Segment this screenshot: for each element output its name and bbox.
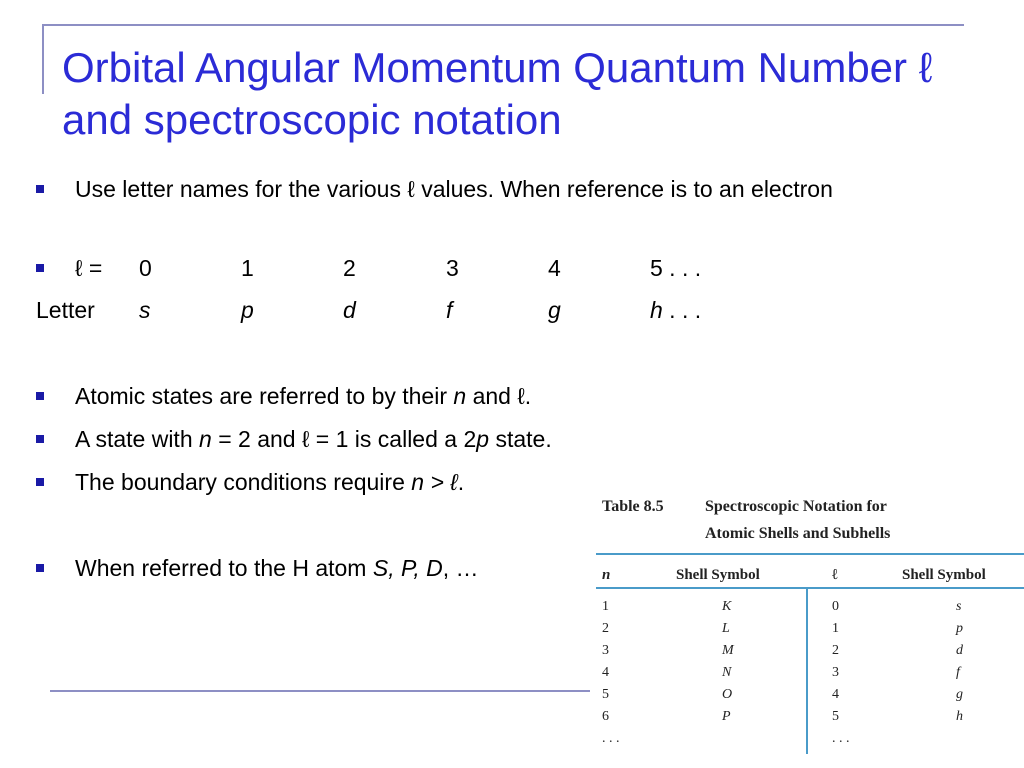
letter-value-italic: h: [650, 297, 663, 323]
table-cell: 1: [602, 599, 609, 614]
table-cell: 4: [602, 665, 609, 680]
text-part: Atomic states are referred to by their: [75, 383, 454, 409]
table-cell: 2: [832, 643, 839, 658]
text-part: state.: [489, 426, 552, 452]
bullet-text: [75, 465, 464, 499]
bullet-marker: [36, 564, 44, 572]
bullet-marker: [36, 185, 44, 193]
table-cell: 5: [602, 687, 609, 702]
inequality: n > ℓ: [411, 469, 458, 495]
letter-value: s: [139, 297, 151, 323]
table-cell: f: [956, 665, 960, 680]
table-cell: 1: [832, 621, 839, 636]
letter-value: p: [241, 297, 254, 323]
column-header-subshell-symbol: Shell Symbol: [902, 567, 986, 583]
bullet-text: [75, 422, 552, 456]
table-cell: 3: [602, 643, 609, 658]
table-caption-line1: Spectroscopic Notation for: [705, 498, 887, 515]
text-part: The boundary conditions require: [75, 469, 412, 495]
table-cell: . . .: [602, 731, 620, 746]
text-part: .: [457, 469, 465, 495]
text-part: , …: [442, 555, 479, 581]
ellipsis: . . .: [662, 297, 702, 323]
bullet-text: Use letter names for the various ℓ values. When reference is to an electron: [75, 176, 833, 202]
l-value: 0: [139, 255, 152, 281]
table-cell: M: [722, 643, 734, 658]
table-cell: 6: [602, 709, 609, 724]
table-cell: L: [722, 621, 730, 636]
table-cell: s: [956, 599, 962, 614]
table-cell: 5: [832, 709, 839, 724]
bottom-rule: [50, 690, 590, 692]
table-caption-line2: Atomic Shells and Subhells: [705, 525, 891, 542]
table-top-rule: [596, 553, 1024, 555]
table-cell: 4: [832, 687, 839, 702]
table-cell: 3: [832, 665, 839, 680]
column-header-shell-symbol: Shell Symbol: [676, 567, 760, 583]
spectroscopic-notation-table: [596, 495, 1024, 768]
l-value: 2: [343, 255, 356, 281]
letter-value: d: [343, 297, 356, 323]
bullet-marker: [36, 478, 44, 486]
left-rule: [42, 24, 44, 94]
table-cell: 0: [832, 599, 839, 614]
table-caption-label: Table 8.5: [602, 498, 664, 515]
table-cell: P: [722, 709, 731, 724]
l-value: 4: [548, 255, 561, 281]
table-cell: d: [956, 643, 963, 658]
top-rule: [42, 24, 964, 26]
bullet-marker: [36, 435, 44, 443]
table-cell: O: [722, 687, 733, 702]
table-cell: p: [956, 621, 963, 636]
l-label: ℓ =: [75, 255, 103, 281]
column-header-l: ℓ: [832, 567, 838, 583]
bullet-marker: [36, 264, 44, 272]
table-cell: K: [722, 599, 732, 614]
table-cell: h: [956, 709, 963, 724]
letter-value: [650, 293, 701, 327]
table-divider: [806, 589, 808, 754]
text-part: When referred to the H atom: [75, 555, 373, 581]
letter-label: Letter: [36, 297, 95, 323]
text-part: and ℓ.: [466, 383, 532, 409]
table-cell: . . .: [832, 731, 850, 746]
symbol-p: p: [476, 426, 490, 452]
symbol-n: n: [453, 383, 467, 409]
l-value: 3: [446, 255, 459, 281]
table-cell: N: [722, 665, 732, 680]
slide-title: Orbital Angular Momentum Quantum Number ℓ and spectroscopic notation: [62, 44, 933, 143]
text-part: A state with: [75, 426, 200, 452]
table-cell: g: [956, 687, 963, 702]
letter-value: g: [548, 297, 561, 323]
bullet-text: [75, 551, 479, 585]
bullet-marker: [36, 392, 44, 400]
letter-value: f: [446, 297, 453, 323]
l-value: 1: [241, 255, 254, 281]
text-part: = 2 and ℓ = 1 is called a 2: [211, 426, 477, 452]
symbol-n: n: [199, 426, 212, 452]
bullet-text: [75, 379, 531, 413]
symbols-spd: S, P, D: [372, 555, 443, 581]
table-cell: 2: [602, 621, 609, 636]
table-header-rule: [596, 587, 1024, 589]
column-header-n: n: [602, 567, 611, 583]
l-value: 5 . . .: [650, 255, 702, 281]
